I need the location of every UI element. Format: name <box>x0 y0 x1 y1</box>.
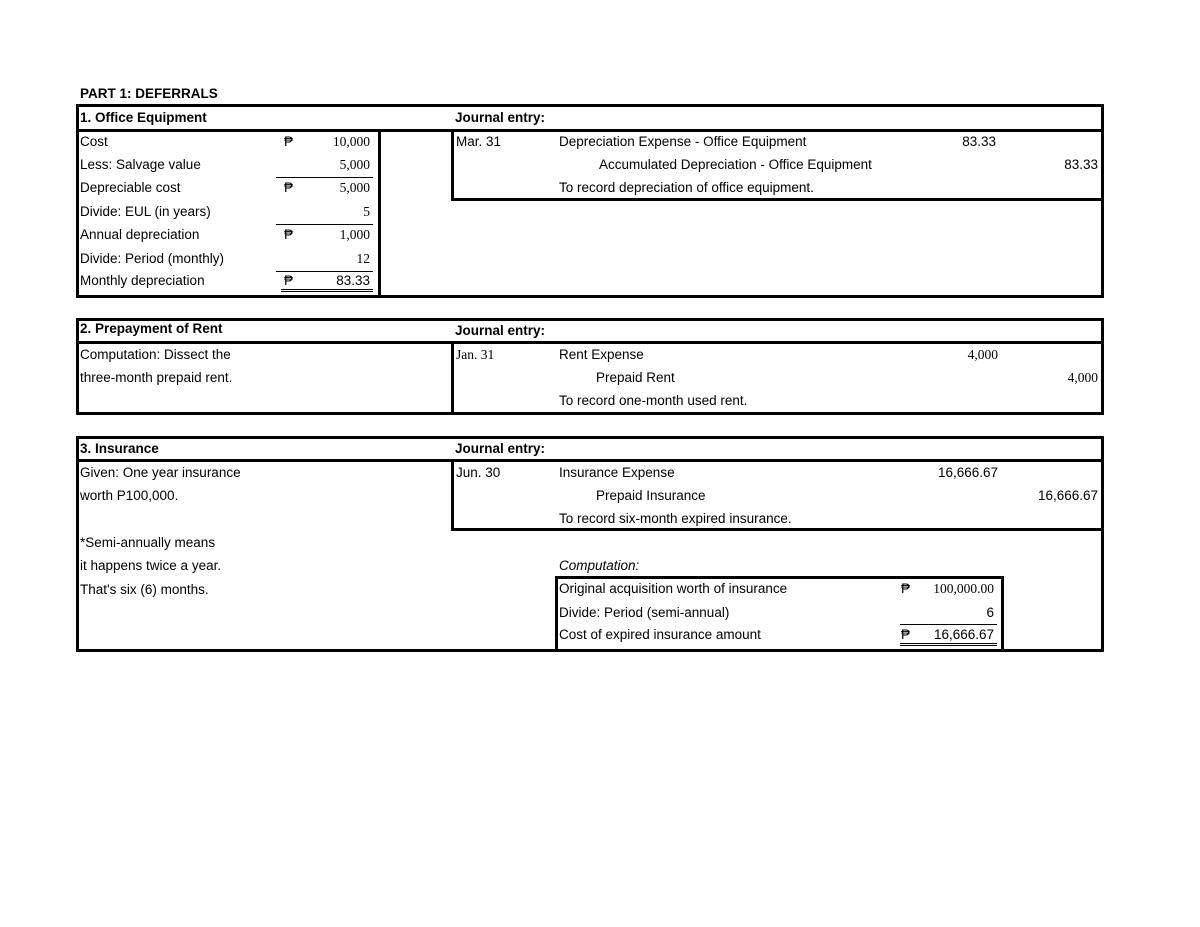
s3-narration: To record six-month expired insurance. <box>559 511 792 526</box>
comp-row-value: 100,000.00 <box>933 581 994 596</box>
s1-row-value: 1,000 <box>339 227 370 242</box>
s1-row-label: Annual depreciation <box>80 227 200 242</box>
s2-debit-account: Rent Expense <box>559 347 644 362</box>
s1-debit-amount: 83.33 <box>962 134 996 149</box>
s1-row-value: 12 <box>356 251 370 266</box>
s1-entry-date: Mar. 31 <box>456 134 502 149</box>
subtotal-rule <box>900 624 997 625</box>
section1-title: 1. Office Equipment <box>80 110 207 125</box>
section2-journal-label: Journal entry: <box>455 323 546 338</box>
computation-label: Computation: <box>559 558 640 573</box>
s1-narration: To record depreciation of office equipment. <box>559 180 814 195</box>
comp-row-label: Cost of expired insurance amount <box>559 627 761 642</box>
comp-row-label: Original acquisition worth of insurance <box>559 581 788 596</box>
subtotal-rule <box>276 177 373 178</box>
s3-given: Given: One year insurance <box>80 465 241 480</box>
comp-row-value: 6 <box>986 605 994 620</box>
s1-row-label: Divide: EUL (in years) <box>80 204 211 219</box>
total-double-rule <box>281 289 373 292</box>
s2-narration: To record one-month used rent. <box>559 393 748 408</box>
s2-debit-amount: 4,000 <box>967 347 998 362</box>
section1-header-divider <box>76 129 1104 132</box>
s3-note: That's six (6) months. <box>80 582 209 597</box>
s3-credit-amount: 16,666.67 <box>1037 488 1098 503</box>
section2-entry-left-border <box>451 341 454 412</box>
section3-entry-left-border <box>451 459 454 531</box>
s3-given: worth P100,000. <box>80 488 179 503</box>
s2-credit-account: Prepaid Rent <box>596 370 675 385</box>
s3-note: *Semi-annually means <box>80 535 216 550</box>
s1-row-label: Depreciable cost <box>80 180 181 195</box>
part-title: PART 1: DEFERRALS <box>80 86 218 101</box>
section2-header-divider <box>76 341 1104 344</box>
s1-row-value: 83.33 <box>336 273 370 288</box>
s3-entry-date: Jun. 30 <box>456 465 501 480</box>
s1-row-value: 10,000 <box>332 134 370 149</box>
s1-row-value: 5,000 <box>339 180 370 195</box>
peso-sign: ₱ <box>284 273 294 288</box>
section3-header-divider <box>76 459 1104 462</box>
s1-debit-account: Depreciation Expense - Office Equipment <box>559 134 807 149</box>
comp-row-label: Divide: Period (semi-annual) <box>559 605 730 620</box>
s1-credit-account: Accumulated Depreciation - Office Equipment <box>599 157 872 172</box>
comp-row-value: 16,666.67 <box>933 627 994 642</box>
total-double-rule <box>900 643 997 646</box>
section3-title: 3. Insurance <box>80 441 159 456</box>
s3-debit-amount: 16,666.67 <box>937 465 998 480</box>
s3-debit-account: Insurance Expense <box>559 465 675 480</box>
section3-journal-label: Journal entry: <box>455 441 546 456</box>
peso-sign: ₱ <box>901 627 911 642</box>
peso-sign: ₱ <box>284 180 294 195</box>
section1-journal-label: Journal entry: <box>455 110 546 125</box>
peso-sign: ₱ <box>284 227 294 242</box>
s1-row-value: 5 <box>363 204 370 219</box>
section1-calc-right-border <box>378 129 381 295</box>
s2-credit-amount: 4,000 <box>1067 370 1098 385</box>
s2-entry-date: Jan. 31 <box>456 347 495 362</box>
s1-row-label: Cost <box>80 134 108 149</box>
s2-note: three-month prepaid rent. <box>80 370 233 385</box>
section3-entry-bottom-border <box>451 528 1104 531</box>
s1-row-label: Divide: Period (monthly) <box>80 251 225 266</box>
s1-credit-amount: 83.33 <box>1064 157 1098 172</box>
peso-sign: ₱ <box>284 134 294 149</box>
s1-row-label: Less: Salvage value <box>80 157 201 172</box>
subtotal-rule <box>276 224 373 225</box>
section1-entry-left-border <box>451 129 454 201</box>
peso-sign: ₱ <box>901 581 911 596</box>
s3-credit-account: Prepaid Insurance <box>596 488 706 503</box>
s3-note: it happens twice a year. <box>80 558 222 573</box>
s1-row-label: Monthly depreciation <box>80 273 205 288</box>
s1-row-value: 5,000 <box>339 157 370 172</box>
section2-title: 2. Prepayment of Rent <box>80 321 223 336</box>
section1-entry-bottom-border <box>451 198 1104 201</box>
s2-note: Computation: Dissect the <box>80 347 231 362</box>
